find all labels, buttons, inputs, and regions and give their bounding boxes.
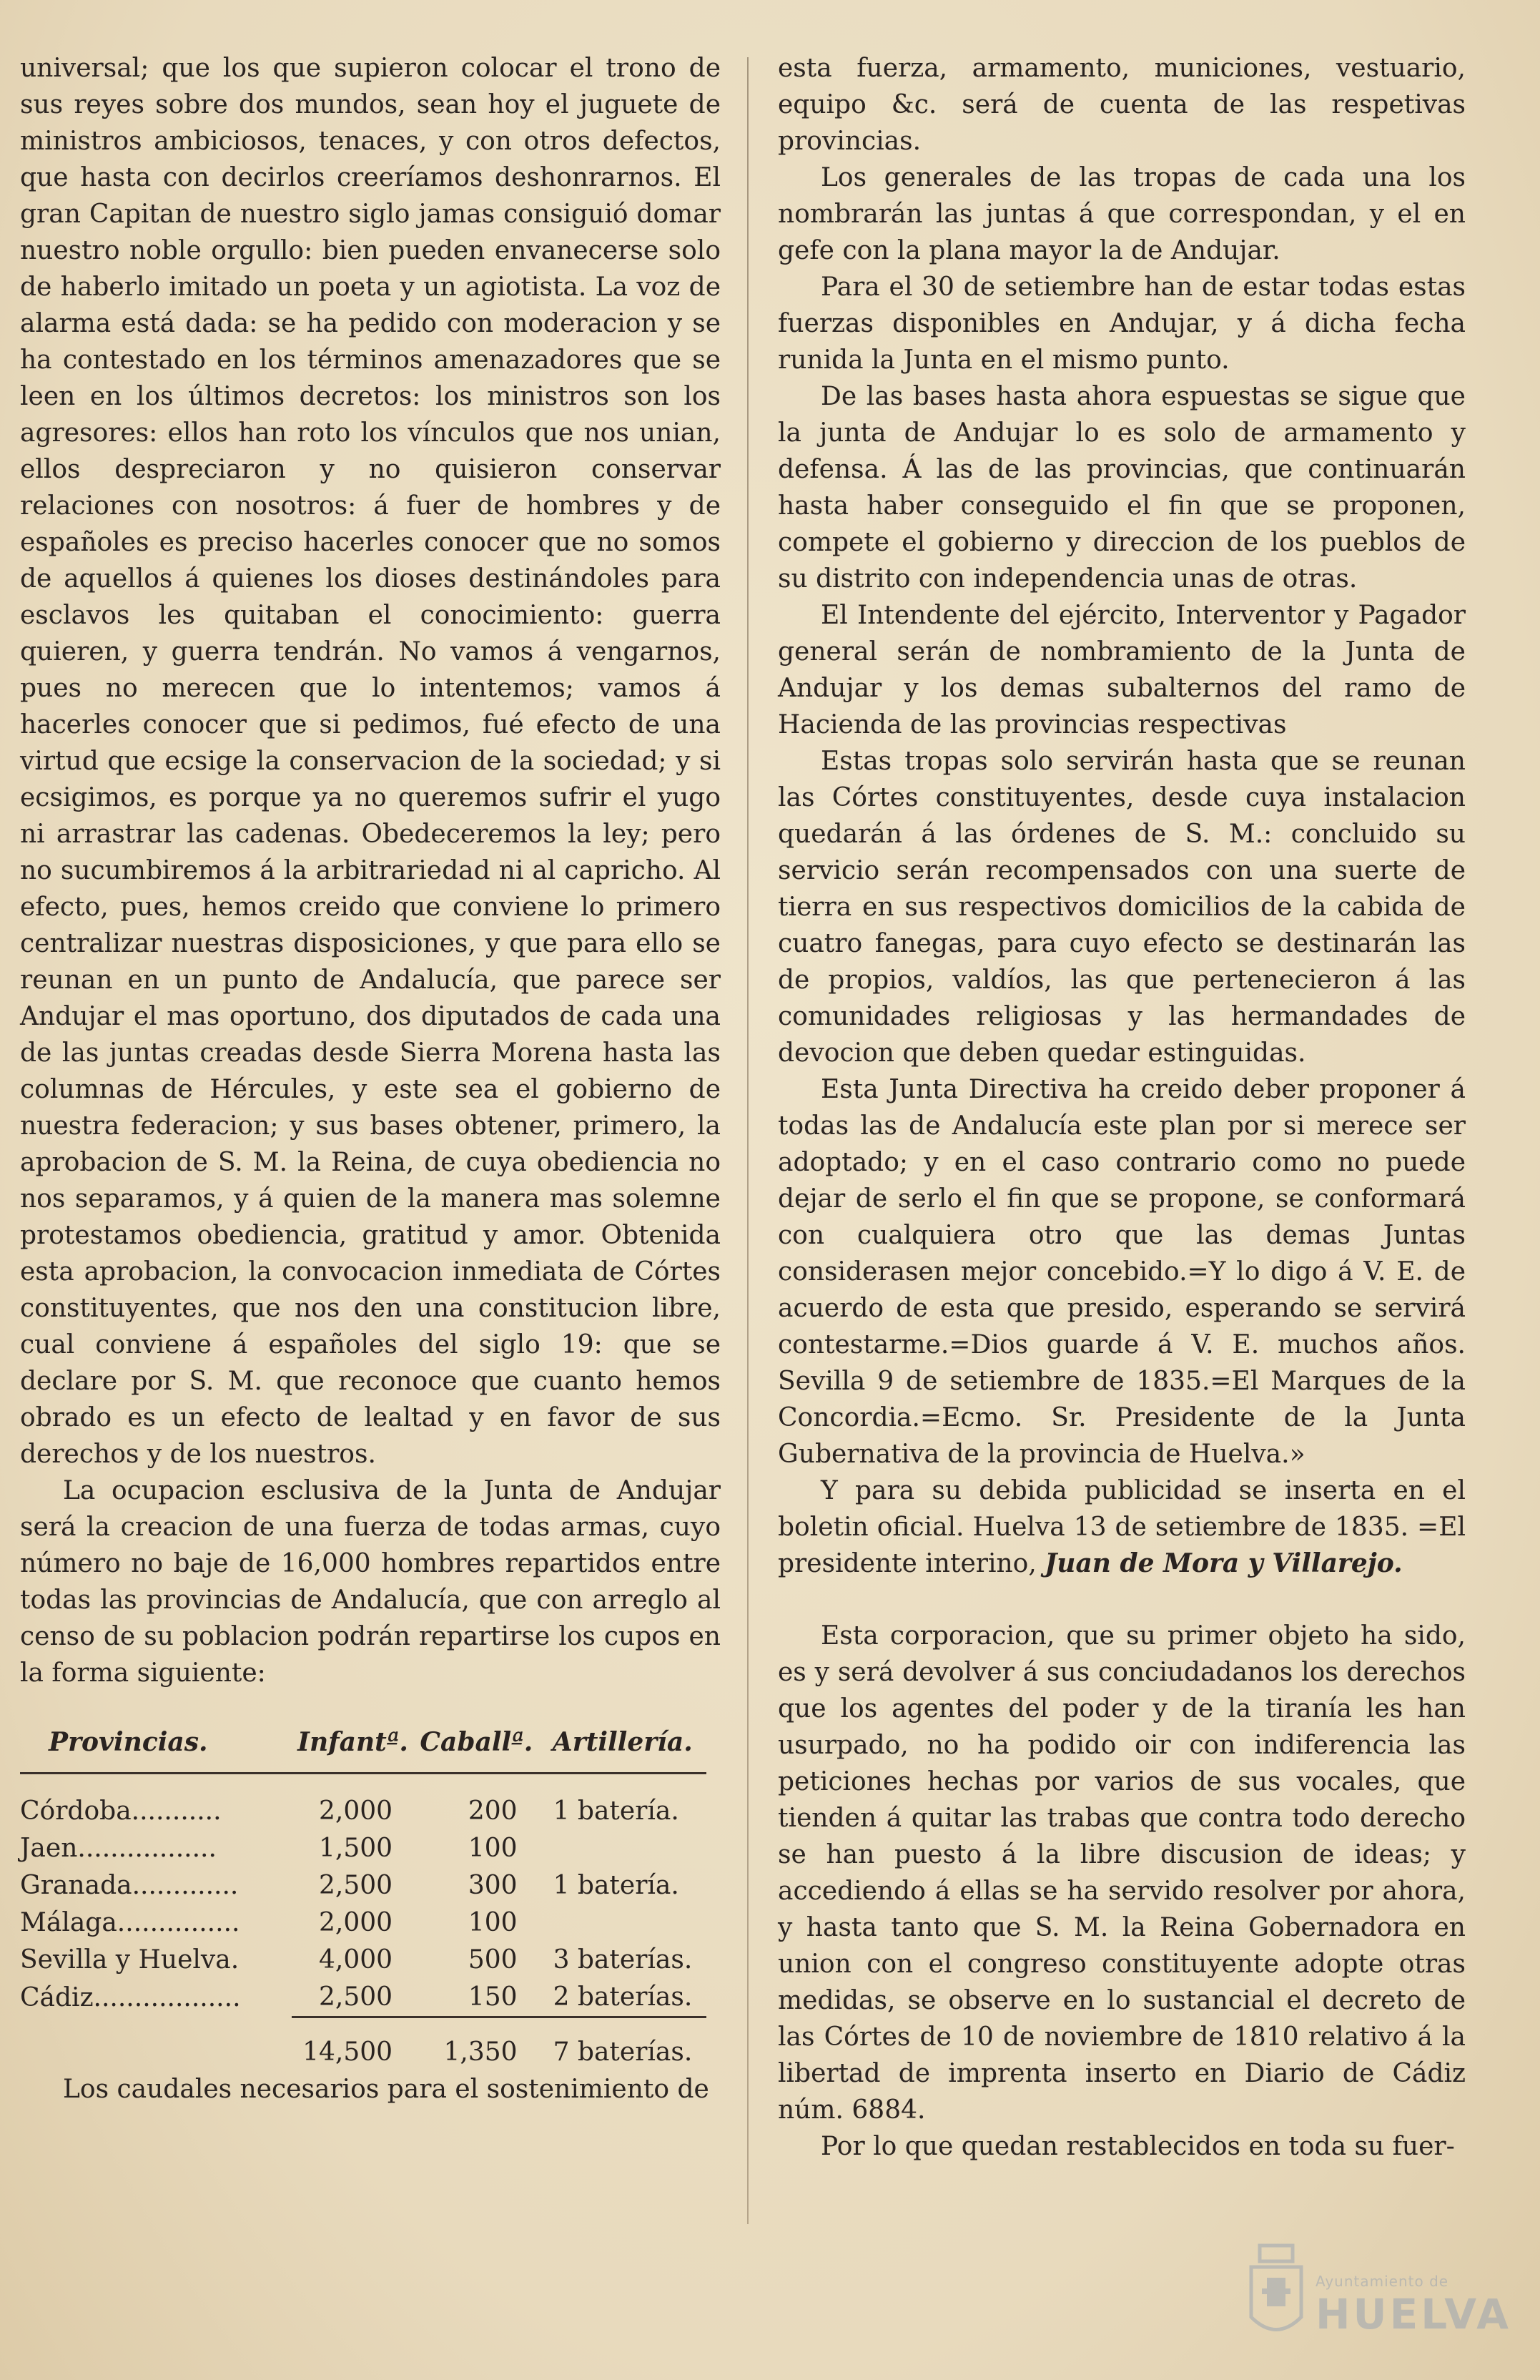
right-paragraph-2: Los generales de las tropas de cada una los nombrarán las juntas á que correspondan, y el en gefe con la plana mayor la de Andujar.: [778, 163, 1466, 265]
table-row: [20, 1830, 706, 1867]
table-row: [20, 1904, 706, 1942]
artillery-count: 2 baterías.: [553, 1982, 693, 2012]
publication-note: Y para su debida publicidad se inserta en el boletin oficial. Huelva 13 de setiembre de 1835. =El presidente interino,: [778, 1476, 1466, 1578]
artillery-count: 1 batería.: [553, 1796, 679, 1826]
cavalry-count: 150: [468, 1982, 518, 2012]
totals-rule: [20, 2017, 706, 2025]
infantry-count: 2,500: [318, 1871, 393, 1900]
cavalry-total: 1,350: [443, 2037, 518, 2067]
artillery-count: [539, 1904, 706, 1942]
infantry-count: 2,500: [318, 1982, 393, 2012]
left-column: [20, 50, 721, 2108]
province-name: Jaen.................: [20, 1834, 217, 1863]
artillery-count: 1 batería.: [553, 1871, 679, 1900]
table-row: [20, 1979, 706, 2017]
province-name: Granada.............: [20, 1871, 239, 1900]
cavalry-count: 200: [468, 1796, 518, 1826]
left-paragraph-1: universal; que los que supieron colocar el trono de sus reyes sobre dos mundos, sean hoy el juguete de ministros ambiciosos, tenaces, y con otros defectos, que hasta con decirlos creeríamos deshonrarnos. El gran Capitan de nuestro siglo jamas consiguió domar nuestro noble orgullo: bien pueden envanecerse solo de haberlo imitado un poeta y un agiotista. La voz de alarma está dada: se ha pedido con moderacion y se ha contestado en los términos amenazadores que se leen en los últimos decretos: los ministros son los agresores: ellos han roto los vínculos que nos unian, ellos despreciaron y no quisieron conservar relaciones con nosotros: á fuer de hombres y de españoles es preciso hacerles conocer que no somos de aquellos á quienes los dioses destinándoles para esclavos les quitaban el conocimiento: guerra quieren, y guerra tendrán. No vamos á vengarnos, pues no merecen que lo intentemos; vamos á hacerles conocer que si pedimos, fué efecto de una virtud que ecsige la conservacion de la sociedad; y si ecsigimos, es porque ya no queremos sufrir el yugo ni arrastrar las cadenas. Obedeceremos la ley; pero no sucumbiremos á la arbitrariedad ni al capricho. Al efecto, pues, hemos creido que conviene lo primero centralizar nuestras disposiciones, y que para ello se reunan en un punto de Andalucía, que parece ser Andujar el mas oportuno, dos diputados de cada una de las juntas creadas desde Sierra Morena hasta las columnas de Hércules, y este sea el gobierno de nuestra federacion; y sus bases obtener, primero, la aprobacion de S. M. la Reina, de cuya obediencia no nos separamos, y á quien de la manera mas solemne protestamos obediencia, gratitud y amor. Obtenida esta aprobacion, la convocacion inmediata de Córtes constituyentes, que nos den una constitucion libre, cual conviene á españoles del siglo 19: que se declare por S. M. que reconoce que cuanto hemos obrado es un efecto de lealtad y en favor de sus derechos y de los nuestros.: [20, 54, 721, 1469]
right-paragraph-8: [778, 1472, 1466, 1582]
watermark-big-text: HUELVA: [1316, 2290, 1512, 2339]
right-paragraph-10: Por lo que quedan restablecidos en toda su fuer-: [821, 2132, 1455, 2161]
artillery-count: [539, 1830, 706, 1867]
infantry-count: 4,000: [318, 1945, 393, 1975]
infantry-count: 2,000: [318, 1908, 393, 1937]
cavalry-count: 500: [468, 1945, 518, 1975]
province-name: Málaga...............: [20, 1908, 240, 1937]
header-infanteria: Infantª.: [292, 1723, 414, 1774]
infantry-count: 2,000: [318, 1796, 393, 1826]
right-paragraph-7: Esta Junta Directiva ha creido deber proponer á todas las de Andalucía este plan por si merece ser adoptado; y en el caso contrario como no puede dejar de serlo el fin que se propone, se conformará con cualquiera otro que las demas Juntas considerasen mejor concebido.=Y lo digo á V. E. de acuerdo de esta que presido, esperando se servirá contestarme.=Dios guarde á V. E. muchos años. Sevilla 9 de setiembre de 1835.=El Marques de la Concordia.=Ecmo. Sr. Presidente de la Junta Gubernativa de la provincia de Huelva.»: [778, 1075, 1466, 1469]
left-paragraph-2: La ocupacion esclusiva de la Junta de Andujar será la creacion de una fuerza de todas armas, cuyo número no baje de 16,000 hombres repartidos entre todas las provincias de Andalucía, que con arreglo al censo de su poblacion podrán repartirse los cupos en la forma siguiente:: [20, 1476, 721, 1688]
right-paragraph-3: Para el 30 de setiembre han de estar todas estas fuerzas disponibles en Andujar, y á dicha fecha runida la Junta en el mismo punto.: [778, 272, 1466, 375]
province-name: Cádiz..................: [20, 1982, 241, 2012]
right-paragraph-1: esta fuerza, armamento, municiones, vestuario, equipo &c. será de cuenta de las respetivas provincias.: [778, 54, 1466, 156]
right-column: [778, 50, 1466, 2165]
infantry-count: 1,500: [318, 1834, 393, 1863]
header-caballeria: Caballª.: [414, 1723, 539, 1774]
table-row: [20, 1774, 706, 1831]
table-header-row: [20, 1723, 706, 1774]
right-paragraph-4: De las bases hasta ahora espuestas se sigue que la junta de Andujar lo es solo de armamento y defensa. Á las de las provincias, que continuarán hasta haber conseguido el fin que se proponen, compete el gobierno y direccion de los pueblos de su distrito con independencia unas de otras.: [778, 382, 1466, 594]
cavalry-count: 100: [468, 1834, 518, 1863]
section-gap: [778, 1582, 1466, 1618]
header-artilleria: Artillería.: [539, 1723, 706, 1774]
artillery-count: 3 baterías.: [553, 1945, 693, 1975]
right-paragraph-5: El Intendente del ejército, Interventor y Pagador general serán de nombramiento de la Junta de Andujar y los demas subalternos del ramo de Hacienda de las provincias respectivas: [778, 601, 1466, 739]
table-row: [20, 1867, 706, 1904]
troop-quota-table: [20, 1723, 706, 2071]
archive-watermark: [1244, 2238, 1512, 2353]
right-paragraph-9: Esta corporacion, que su primer objeto ha sido, es y será devolver á sus conciudadanos los derechos que los agentes del poder y de la tiranía les han usurpado, no ha podido oir con indiferencia las peticiones hechas por varios de sus vocales, que tienden á quitar las trabas que contra todo derecho se han puesto á la libre discusion de ideas; y accediendo á ellas se ha servido resolver por ahora, y hasta tanto que S. M. la Reina Gobernadora en union con el congreso constituyente adopte otras medidas, se observe en lo sustancial el decreto de las Córtes de 10 de noviembre de 1810 relativo á la libertad de imprenta inserto en Diario de Cádiz núm. 6884.: [778, 1621, 1466, 2125]
coat-of-arms-icon: [1244, 2238, 1308, 2346]
watermark-small-text: Ayuntamiento de: [1316, 2273, 1449, 2290]
left-paragraph-3: Los caudales necesarios para el sostenimiento de: [63, 2075, 709, 2104]
column-divider: [747, 57, 749, 2224]
province-name: Córdoba...........: [20, 1796, 222, 1826]
artillery-total: 7 baterías.: [553, 2037, 693, 2067]
header-provincias: Provincias.: [20, 1723, 292, 1774]
right-paragraph-6: Estas tropas solo servirán hasta que se reunan las Córtes constituyentes, desde cuya instalacion quedarán á las órdenes de S. M.: concluido su servicio serán recompensados con una suerte de tierra en sus respectivos domicilios de la cabida de cuatro fanegas, para cuyo efecto se destinarán las de propios, valdíos, las que pertenecieron á las comunidades religiosas y las hermandades de devocion que deben quedar estinguidas.: [778, 747, 1466, 1068]
totals-row: [20, 2024, 706, 2071]
table-row: [20, 1942, 706, 1979]
province-name: Sevilla y Huelva.: [20, 1945, 240, 1975]
infantry-total: 14,500: [302, 2037, 393, 2067]
cavalry-count: 100: [468, 1908, 518, 1937]
signature-name: Juan de Mora y Villarejo.: [1045, 1548, 1403, 1578]
cavalry-count: 300: [468, 1871, 518, 1900]
